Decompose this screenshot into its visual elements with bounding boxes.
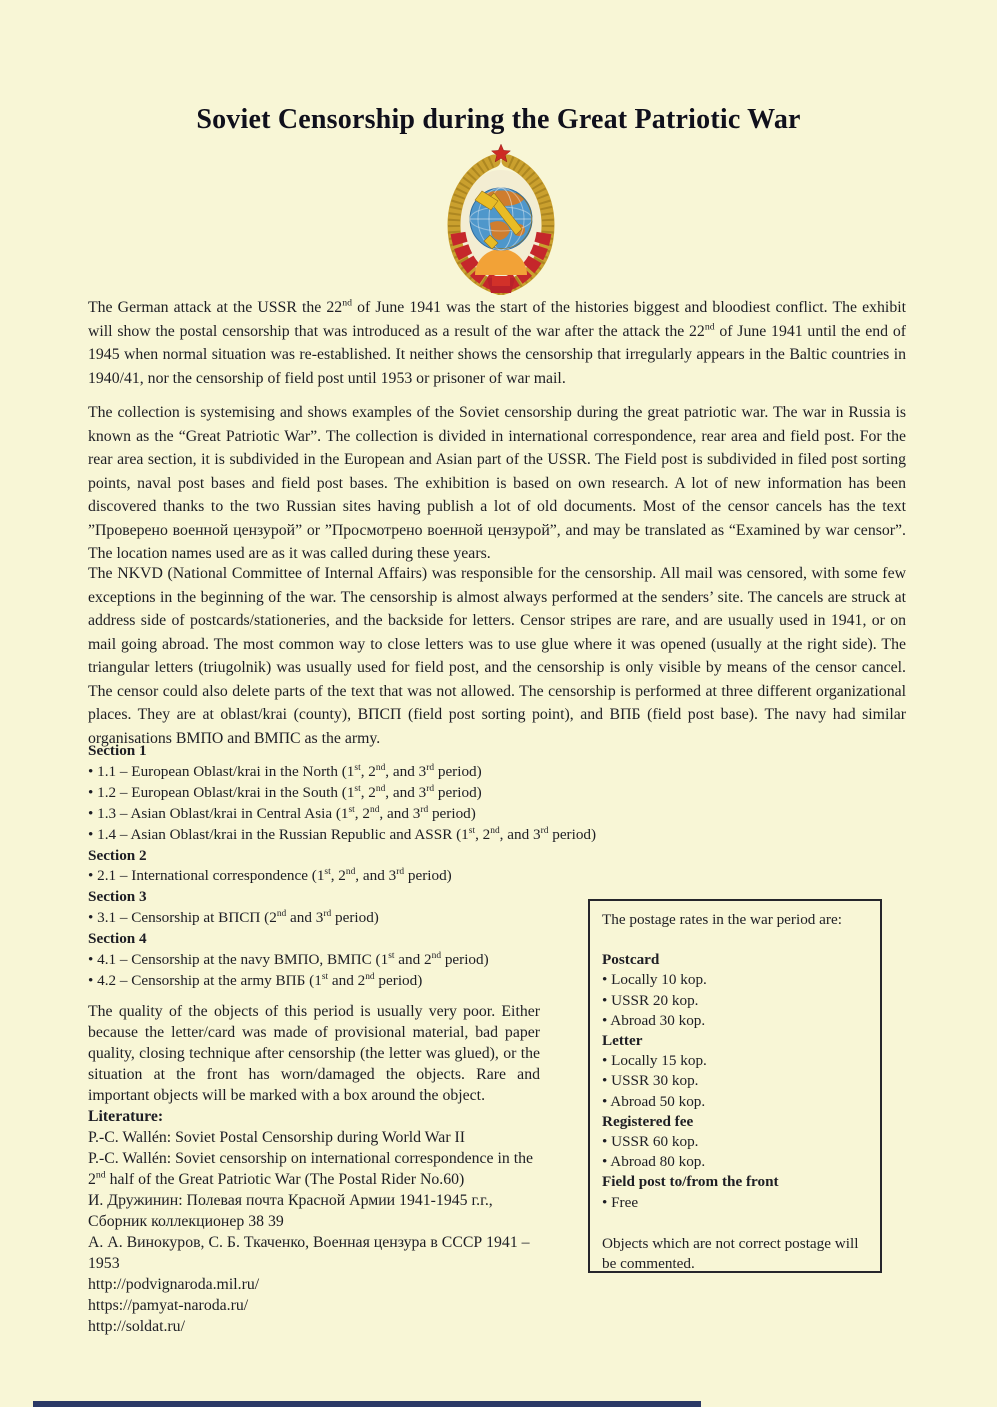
rates-item: • USSR 60 kop. xyxy=(602,1133,699,1151)
rates-item: • Abroad 80 kop. xyxy=(602,1153,706,1171)
literature-entry: P.-C. Wallén: Soviet Postal Censorship during World War II xyxy=(88,1129,466,1147)
rates-item: • Free xyxy=(602,1193,639,1211)
rates-item: • USSR 30 kop. xyxy=(602,1072,699,1090)
rates-item: • Locally 15 kop. xyxy=(602,1052,707,1070)
section-item: • 1.3 – Asian Oblast/krai in Central Asia (1st, 2nd, and 3rd period) xyxy=(88,804,476,822)
section-item: • 1.2 – European Oblast/krai in the South (1st, 2nd, and 3rd period) xyxy=(88,783,482,801)
quality-paragraph: The quality of the objects of this period is usually very poor. Either because the letter/card was made of provisional material, bad paper quality, closing technique after censorship (the letter was glued), or the situation at the front has worn/damaged the objects. Rare and important objects will be marked with a box around the object. xyxy=(88,1003,540,1104)
literature-entry: А. А. Винокуров, С. Б. Ткаченко, Военная цензура в СССР 1941 – 1953 xyxy=(88,1234,530,1273)
literature-heading: Literature: xyxy=(88,1107,164,1125)
section-heading: Section 4 xyxy=(88,930,147,948)
rates-item: • Abroad 30 kop. xyxy=(602,1011,706,1029)
section-heading: Section 3 xyxy=(88,888,147,906)
lower-left-column xyxy=(88,1002,540,1337)
section-item: • 4.1 – Censorship at the navy ВМПО, ВМПС (1st and 2nd period) xyxy=(88,951,489,969)
literature-entry: P.-C. Wallén: Soviet censorship on international correspondence in the 2nd half of the Great Patriotic War (The Postal Rider No.60) xyxy=(88,1150,534,1189)
section-heading: Section 1 xyxy=(88,742,147,759)
rates-item: • Abroad 50 kop. xyxy=(602,1092,706,1110)
rates-item: • Locally 10 kop. xyxy=(602,971,707,989)
page-title: Soviet Censorship during the Great Patriotic War xyxy=(196,104,801,135)
intro-paragraph: The German attack at the USSR the 22nd of June 1941 was the start of the histories biggest and bloodiest conflict. The exhibit will show the postal censorship that was introduced as a result of the war after the attack the 22nd of June 1941 until the end of 1945 when normal situation was re-established. It neither shows the censorship that irregularly appears in the Baltic countries in 1940/41, nor the censorship of field post until 1953 or prisoner of war mail. xyxy=(88,297,906,387)
rates-note: Objects which are not correct postage will be commented. xyxy=(602,1234,859,1273)
collection-paragraph: The collection is systemising and shows examples of the Soviet censorship during the great patriotic war. The war in Russia is known as the “Great Patriotic War”. The collection is divided in international correspondence, rear area and field post. For the rear area section, it is subdivided in the European and Asian part of the USSR. The Field post is subdivided in filed post sorting points, naval post bases and field post bases. The exhibition is based on own research. A lot of new information has been discovered thanks to the two Russian sites having publish a lot of old documents. Most of the censor cancels has the text ”Проверено военной цензурой” or ”Просмотрено военной цензурой”, and may be translated as “Examined by war censor”. The location names used are as it was called during these years. xyxy=(88,404,906,562)
rates-group-heading: Registered fee xyxy=(602,1112,694,1130)
section-item: • 2.1 – International correspondence (1st, 2nd, and 3rd period) xyxy=(88,867,452,885)
literature-url: http://soldat.ru/ xyxy=(88,1318,185,1336)
literature-url: https://pamyat-naroda.ru/ xyxy=(88,1297,249,1315)
rates-group-heading: Field post to/from the front xyxy=(602,1173,779,1191)
section-heading: Section 2 xyxy=(88,846,147,864)
rates-intro: The postage rates in the war period are: xyxy=(602,911,842,928)
ussr-state-emblem-image xyxy=(428,141,574,295)
rates-group-heading: Letter xyxy=(602,1032,643,1050)
rates-group-heading: Postcard xyxy=(602,951,660,969)
literature-entry: И. Дружинин: Полевая почта Красной Армии 1941-1945 г.г., Сборник коллекционер 38 39 xyxy=(88,1192,493,1231)
nkvd-paragraph: The NKVD (National Committee of Internal Affairs) was responsible for the censorship. All mail was censored, with some few exceptions in the beginning of the war. The censorship is almost always performed at the senders’ site. The cancels are struck at address side of postcards/stationeries, and the backside for letters. Censor stripes are rare, and are usually used in 1941, or on mail going abroad. The most common way to close letters was to use glue where it was opened (usually at the right side). The triangular letters (triugolnik) was usually used for field post, and the censorship is only visible by means of the censor cancel. The censor could also delete parts of the text that was not allowed. The censorship is performed at three different organizational places. They are at oblast/krai (county), ВПСП (field post sorting point), and ВПБ (field post base). The navy had similar organisations ВМПО and ВМПС as the army. xyxy=(88,565,906,747)
section-item: • 1.4 – Asian Oblast/krai in the Russian Republic and ASSR (1st, 2nd, and 3rd period) xyxy=(88,825,597,843)
section-item: • 1.1 – European Oblast/krai in the North (1st, 2nd, and 3rd period) xyxy=(88,762,482,780)
postage-rates-box xyxy=(588,899,882,1273)
literature-url: http://podvignaroda.mil.ru/ xyxy=(88,1276,260,1294)
section-item: • 3.1 – Censorship at ВПСП (2nd and 3rd period) xyxy=(88,909,379,927)
bottom-edge-bar xyxy=(33,1401,701,1407)
section-item: • 4.2 – Censorship at the army ВПБ (1st and 2nd period) xyxy=(88,971,423,989)
rates-item: • USSR 20 kop. xyxy=(602,991,699,1009)
